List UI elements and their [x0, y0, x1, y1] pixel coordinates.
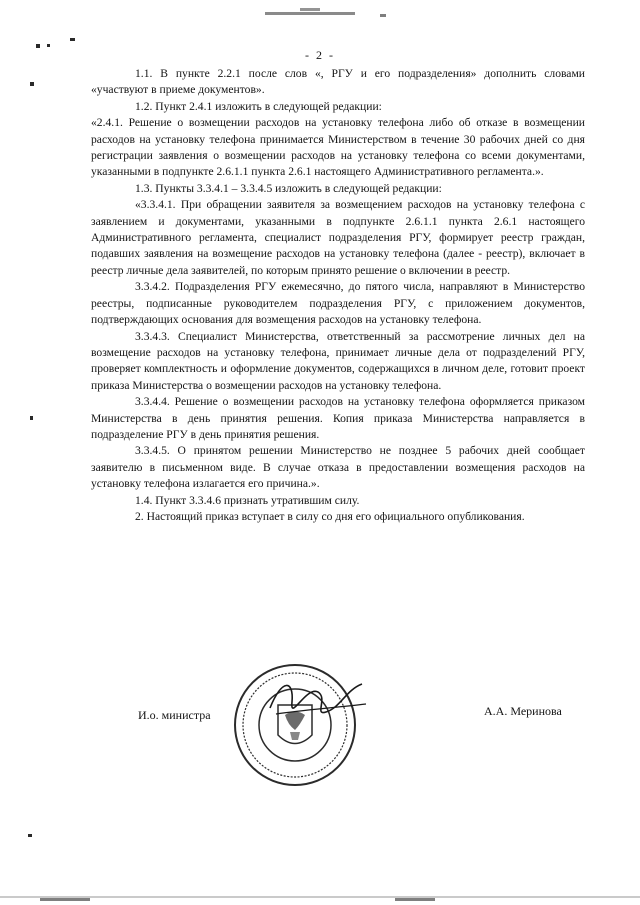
paragraph-2-4-1: «2.4.1. Решение о возмещении расходов на установку телефона либо об отказе в возмещении расходов на установку телефона принимается Министерством в течение 30 рабочих дней со дня регистрации заявления о возмещении расходов на установку телефона со всеми документами, указанными в подпункте 2.6.1.1 пункта 2.6.1 настоящего Административного регламента.». — [91, 116, 585, 179]
signatory-name: А.А. Меринова — [484, 704, 562, 718]
paragraph-1-2: 1.2. Пункт 2.4.1 изложить в следующей редакции: — [135, 99, 382, 113]
paragraph-1-3: 1.3. Пункты 3.3.4.1 – 3.3.4.5 изложить в следующей редакции: — [135, 181, 442, 195]
signature-block — [0, 660, 640, 790]
paragraph-3-3-4-1: «3.3.4.1. При обращении заявителя за возмещением расходов на установку телефона с заявлением и документами, указанными в подпункте 2.6.1.1 пункта 2.6.1 настоящего Административного регламента, специалист подразделения РГУ, формирует реестр граждан, подавших заявления на возмещение расходов на установку телефона (далее - реестр), включает в реестр личные дела заявителей, по которым принято решение о включении в реестр. — [91, 198, 585, 277]
paragraph-3-3-4-4: 3.3.4.4. Решение о возмещении расходов на установку телефона оформляется приказом Министерства в день принятия решения. Копия приказа Министерства направляется в подразделение РГУ в день принятия решения. — [91, 395, 585, 441]
paragraph-3-3-4-5: 3.3.4.5. О принятом решении Министерство не позднее 5 рабочих дней сообщает заявителю в письменном виде. В случае отказа в предоставлении возмещения расходов на установку телефона излагается его причина.». — [91, 444, 585, 491]
page-number: - 2 - — [305, 48, 335, 62]
signatory-title: И.о. министра — [138, 708, 211, 722]
paragraph-2: 2. Настоящий приказ вступает в силу со дня его официального опубликования. — [135, 509, 525, 523]
handwritten-signature — [262, 668, 372, 738]
paragraph-1-4: 1.4. Пункт 3.3.4.6 признать утратившим силу. — [135, 493, 360, 507]
paragraph-3-3-4-3: 3.3.4.3. Специалист Министерства, ответственный за рассмотрение личных дел на возмещение расходов на установку телефона, принимает личные дела от подразделений РГУ, проверяет комплектность и оформление документов, содержащихся в личном деле, готовит проект приказа Министерства о возмещении расходов на установку телефона. — [91, 329, 585, 392]
paragraph-1-1: 1.1. В пункте 2.2.1 после слов «, РГУ и его подразделения» дополнить словами «участвуют в приеме документов». — [91, 67, 585, 97]
paragraph-3-3-4-2: 3.3.4.2. Подразделения РГУ ежемесячно, до пятого числа, направляют в Министерство реестры, подписанные руководителем подразделения РГУ, с приложением документов, подтверждающих основания для возмещения расходов на установку телефона. — [91, 280, 585, 327]
document-body — [91, 66, 585, 525]
